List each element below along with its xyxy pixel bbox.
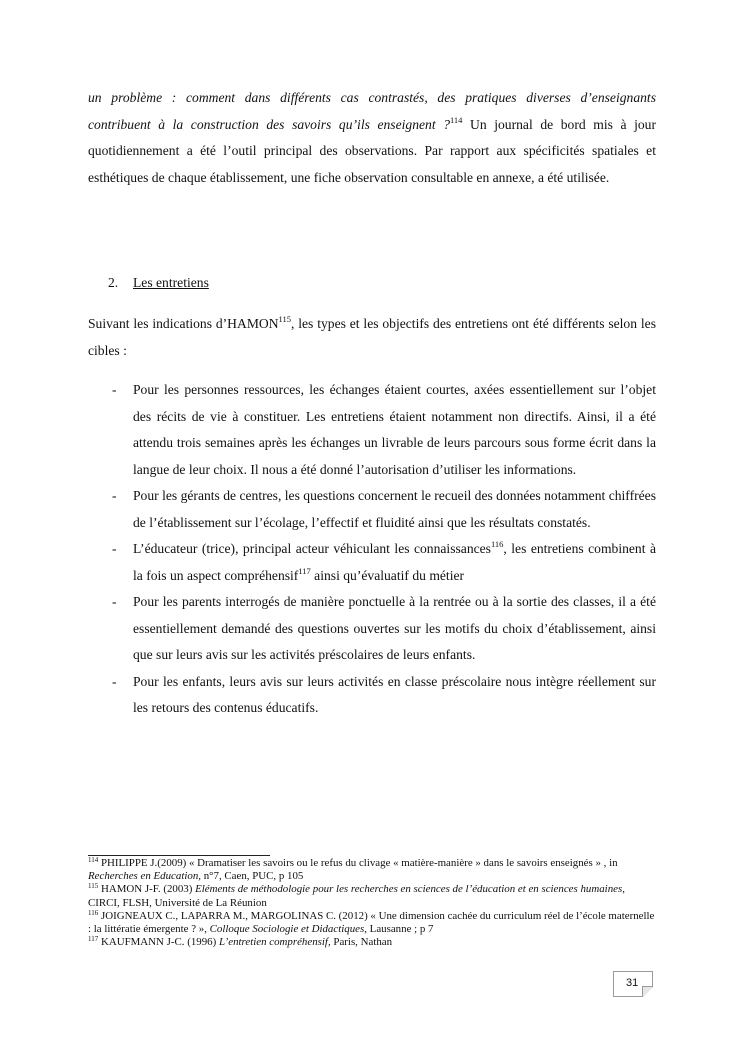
interview-targets-list bbox=[88, 377, 656, 722]
page-number: 31 bbox=[626, 977, 639, 989]
footnote-ref-114[interactable]: 114 bbox=[450, 114, 463, 125]
list-item: - Pour les enfants, leurs avis sur leurs activités en classe préscolaire nous intègre réellement sur les retours des contenus éducatifs. bbox=[88, 669, 656, 722]
list-dash: - bbox=[112, 673, 117, 689]
footnote-115: $^{115}$ HAMON J-F. (2003) Eléments de méthodologie pour les recherches en sciences de l’éducation et en sciences humaines, CIRCI, FLSH, Université de La Réunion bbox=[88, 882, 625, 909]
intro-text: Un journal de bord mis à jour quotidiennement a été l’outil principal des observations. Par rapport aux spécificités spatiales et esthétiques de chaque établissement, une fiche observation consultable en annexe, a été utilisée. bbox=[88, 116, 656, 185]
lead-text: Suivant les indications d’HAMON$^{115}$, les types et les objectifs des entretiens ont été différents selon les cibles : bbox=[88, 314, 656, 358]
page-curl-icon bbox=[642, 986, 653, 997]
footnote-116: $^{116}$ JOIGNEAUX C., LAPARRA M., MARGOLINAS C. (2012) « Une dimension cachée du curriculum réel de l’école maternelle : la littératie émergente ? », Colloque Sociologie et Didactiques, Lausanne ; p 7 bbox=[88, 908, 655, 936]
section-heading bbox=[108, 270, 209, 297]
intro-paragraph bbox=[88, 85, 656, 191]
list-dash: - bbox=[112, 541, 117, 556]
list-item: - Pour les gérants de centres, les questions concernent le recueil des données notamment chiffrées de l’établissement sur l’écolage, l’effectif et fluidité ainsi que les résultats constatés. bbox=[88, 483, 656, 536]
footnote-separator bbox=[88, 855, 270, 856]
list-dash: - bbox=[112, 382, 117, 397]
lead-paragraph bbox=[88, 311, 656, 364]
footnote-ref-116[interactable]: 116 bbox=[490, 539, 504, 549]
intro-italic-quote: contribuent à la construction des savoirs qu’ils enseignent ? bbox=[88, 116, 450, 132]
page-number-badge bbox=[613, 971, 653, 997]
intro-line-1: un problème : comment dans différents cas contrastés, des pratiques diverses d’enseignants bbox=[88, 90, 656, 105]
footnote-114: $^{114}$ PHILIPPE J.(2009) « Dramatiser les savoirs ou le refus du clivage « matière-manière » dans le savoirs enseignés » , in Recherches en Education, n°7, Caen, PUC, p 105 bbox=[88, 856, 618, 883]
footnote-ref-117[interactable]: 117 bbox=[298, 565, 311, 576]
list-item: - Pour les parents interrogés de manière ponctuelle à la rentrée ou à la sortie des classes, il a été essentiellement demandé des questions ouvertes sur les motifs du choix d’établissement, ainsi que sur leurs avis sur les activités préscolaires de leurs enfants. bbox=[88, 589, 656, 669]
section-title: Les entretiens bbox=[133, 275, 209, 290]
list-dash: - bbox=[112, 594, 117, 609]
footnote-117: $^{117}$ KAUFMANN J-C. (1996) L’entretien compréhensif, Paris, Nathan bbox=[88, 935, 393, 949]
footnote-ref-115[interactable]: 115 bbox=[278, 314, 291, 324]
list-item: - L’éducateur (trice), principal acteur véhiculant les connaissances$^{116}$, les entretiens combinent à la fois un aspect compréhensif$^{117}$ ainsi qu’évaluatif du métier bbox=[88, 536, 656, 589]
footnotes bbox=[88, 857, 658, 949]
list-dash: - bbox=[112, 488, 117, 503]
intro-continuation bbox=[88, 112, 656, 192]
list-item: - Pour les personnes ressources, les échanges étaient courtes, axées essentiellement sur l’objet des récits de vie à constituer. Les entretiens étaient notamment non directifs. Ainsi, il a été attendu trois semaines après les échanges un livrable de leurs parcours sous forme écrit dans la langue de leur choix. Il nous a été donné l’autorisation d’utiliser les informations. bbox=[88, 377, 656, 483]
section-number: 2. bbox=[108, 275, 119, 290]
